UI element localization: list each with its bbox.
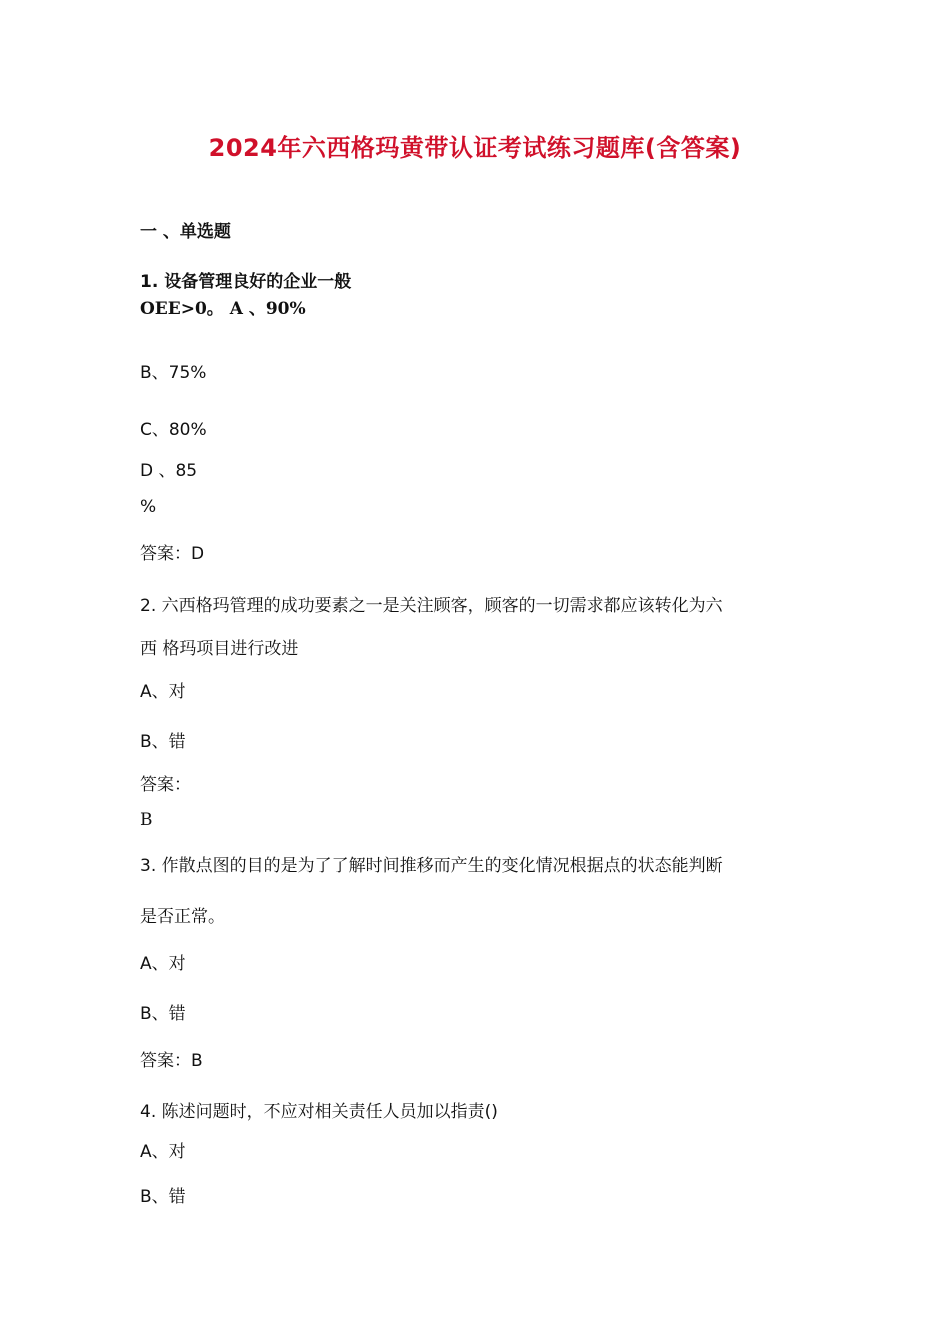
question-2-option-a: A、对 [140, 682, 186, 702]
question-1-option-d-cont: % [140, 497, 157, 517]
question-2-stem: 2. 六西格玛管理的成功要素之一是关注顾客，顾客的一切需求都应该转化为六 [140, 596, 723, 616]
question-2-option-b: B、错 [140, 732, 186, 752]
question-1-stem: 1. 设备管理良好的企业一般 [140, 272, 352, 292]
question-2-answer-label: 答案： [140, 775, 191, 795]
question-4-option-b: B、错 [140, 1187, 186, 1207]
question-3-option-b: B、错 [140, 1004, 186, 1024]
question-1-option-d: D 、85 [140, 461, 198, 481]
question-4-stem: 4. 陈述问题时，不应对相关责任人员加以指责() [140, 1102, 498, 1122]
question-2-stem-cont: 西 格玛项目进行改进 [140, 639, 299, 659]
question-3-option-a: A、对 [140, 954, 186, 974]
section-heading: 一 、单选题 [140, 222, 231, 242]
document-title: 2024年六西格玛黄带认证考试练习题库(含答案) [208, 134, 742, 162]
question-1-option-c: C、80% [140, 420, 207, 440]
question-3-stem: 3. 作散点图的目的是为了了解时间推移而产生的变化情况根据点的状态能判断 [140, 856, 723, 876]
question-4-option-a: A、对 [140, 1142, 186, 1162]
question-1-option-b: B、75% [140, 363, 207, 383]
question-3-stem-cont: 是否正常。 [140, 907, 225, 927]
question-1-answer: 答案：D [140, 544, 205, 564]
question-3-answer: 答案：B [140, 1051, 203, 1071]
question-1-stem-cont: OEE>0。 A 、90% [140, 299, 306, 319]
question-2-answer-value: B [140, 810, 153, 830]
